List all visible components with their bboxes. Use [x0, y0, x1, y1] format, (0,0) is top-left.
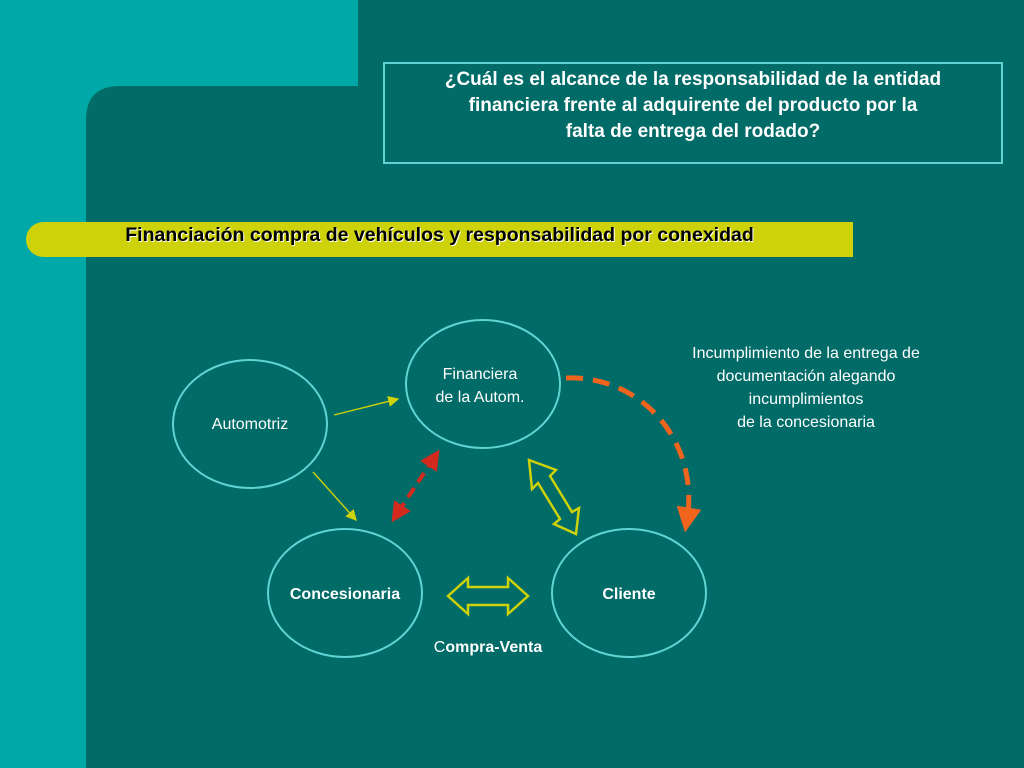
cliente-label: Cliente: [602, 586, 656, 603]
financiera-label-line2: de la Autom.: [435, 389, 525, 406]
compra-venta-label: [408, 637, 568, 658]
question-text: ¿Cuál es el alcance de la responsabilidad de la entidad financiera frente al adquirente del producto por la falta de entrega del rodado?: [444, 69, 942, 142]
annotation-line4: de la concesionaria: [737, 414, 875, 431]
concesionaria-label: Concesionaria: [289, 586, 401, 603]
automotriz-label: Automotriz: [211, 416, 289, 433]
financiera-label-line1: Financiera: [442, 366, 518, 383]
annotation-line2: documentación alegando: [716, 368, 896, 385]
annotation-line1: Incumplimiento de la entrega de: [692, 345, 920, 362]
compra-venta-rest: ompra-Venta: [445, 639, 543, 656]
slide-title: Financiación compra de vehículos y responsabilidad por conexidad: [125, 224, 754, 246]
annotation-line3: incumplimientos: [748, 391, 864, 408]
compra-venta-first-letter: C: [433, 639, 446, 656]
